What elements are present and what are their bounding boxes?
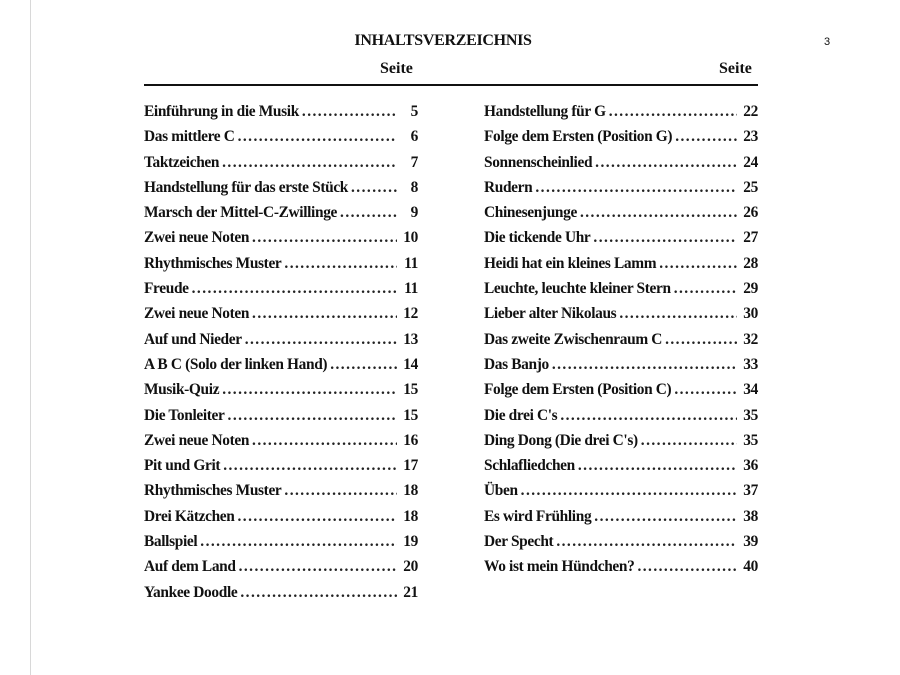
toc-entry-title: Heidi hat ein kleines Lamm [484,254,657,272]
toc-entry [484,103,758,128]
toc-entry-title: Marsch der Mittel-C-Zwillinge [144,204,338,222]
toc-entry-title: Pit und Grit [144,457,221,475]
toc-entry [484,457,758,482]
toc-entry-page: 37 [743,482,758,500]
toc-entry-title: Rhythmisches Muster [144,254,282,272]
right-toc-column [484,103,758,584]
toc-entry-title: Drei Kätzchen [144,507,235,525]
toc-entry [484,482,758,507]
toc-entry [144,103,418,128]
toc-entry-page: 40 [743,558,758,576]
dot-leader [284,255,397,273]
dot-leader [521,482,737,500]
toc-entry [144,533,418,558]
toc-entry-title: Rhythmisches Muster [144,482,282,500]
toc-entry [484,331,758,356]
toc-entry-page: 22 [743,103,758,120]
dot-leader [675,128,737,146]
dot-leader [222,154,397,172]
right-column-header: Seite [719,60,752,77]
toc-entry-title: Handstellung für G [484,103,606,120]
toc-entry-title: Folge dem Ersten (Position C) [484,381,672,399]
dot-leader [351,179,397,197]
toc-entry-page: 24 [743,153,758,171]
toc-entry-title: Schlafliedchen [484,457,575,475]
dot-leader [637,558,737,576]
toc-entry [484,305,758,330]
toc-entry-title: Folge dem Ersten (Position G) [484,128,673,146]
toc-entry-page: 16 [403,431,418,449]
toc-entry [144,128,418,153]
dot-leader [223,457,397,475]
toc-entry [144,457,418,482]
dot-leader [252,305,397,323]
toc-entry [484,407,758,432]
dot-leader [552,356,737,374]
toc-entry-page: 23 [743,128,758,146]
toc-entry [484,179,758,204]
dot-leader [302,103,397,121]
header-rule [144,84,758,86]
toc-entry-title: Die drei C's [484,406,558,424]
toc-entry-page: 34 [743,381,758,399]
toc-entry [484,508,758,533]
toc-entry-title: Die Tonleiter [144,406,225,424]
toc-entry-page: 6 [410,128,418,146]
toc-entry-title: Das mittlere C [144,128,235,146]
toc-entry-title: Yankee Doodle [144,583,238,601]
toc-entry-title: Auf und Nieder [144,330,242,348]
toc-entry [144,432,418,457]
toc-entry [144,154,418,179]
toc-entry-title: Rudern [484,178,533,196]
toc-entry-title: Üben [484,482,518,500]
toc-entry-page: 8 [410,178,418,196]
toc-entry-title: Es wird Frühling [484,507,592,525]
toc-entry-page: 35 [743,406,758,424]
toc-entry [484,255,758,280]
dot-leader [595,154,737,172]
toc-entry-page: 26 [743,204,758,222]
dot-leader [340,204,397,222]
toc-entry-page: 36 [743,457,758,475]
toc-entry-page: 17 [403,457,418,475]
dot-leader [665,331,737,349]
page-edge-line [30,0,31,675]
dot-leader [238,128,397,146]
dot-leader [674,381,737,399]
toc-entry-title: Auf dem Land [144,558,236,576]
toc-entry-page: 18 [403,507,418,525]
dot-leader [239,558,397,576]
toc-entry-page: 9 [410,204,418,222]
toc-entry-page: 11 [404,280,418,298]
toc-entry [144,407,418,432]
dot-leader [284,482,397,500]
toc-entry [144,229,418,254]
dot-leader [245,331,397,349]
dot-leader [535,179,737,197]
toc-entry-title: Die tickende Uhr [484,229,591,247]
dot-leader [659,255,737,273]
toc-entry-title: Das Banjo [484,355,549,373]
toc-entry-title: Chinesenjunge [484,204,577,222]
dot-leader [200,533,397,551]
toc-entry-page: 38 [743,507,758,525]
toc-entry-page: 32 [743,330,758,348]
toc-entry-title: Zwei neue Noten [144,431,250,449]
toc-entry-page: 7 [410,153,418,171]
toc-entry-title: Zwei neue Noten [144,229,250,247]
dot-leader [560,407,737,425]
toc-entry [484,533,758,558]
toc-entry [484,229,758,254]
toc-entry [144,179,418,204]
dot-leader [593,229,737,247]
dot-leader [237,508,397,526]
toc-entry-title: Lieber alter Nikolaus [484,305,617,323]
toc-entry [144,482,418,507]
toc-title-row [0,32,900,50]
toc-entry [484,432,758,457]
toc-entry-page: 29 [743,280,758,298]
toc-entry-page: 21 [403,583,418,601]
toc-entry [484,154,758,179]
dot-leader [556,533,737,551]
toc-entry-page: 18 [403,482,418,500]
toc-entry-title: Taktzeichen [144,153,220,171]
page-number: 3 [824,36,831,48]
toc-entry-page: 30 [743,305,758,323]
toc-entry-title: Musik-Quiz [144,381,220,399]
toc-entry-title: Zwei neue Noten [144,305,250,323]
toc-entry-page: 12 [403,305,418,323]
toc-entry [144,204,418,229]
toc-entry-page: 5 [410,103,418,120]
toc-entry-page: 10 [403,229,418,247]
dot-leader [330,356,397,374]
toc-entry-title: Ballspiel [144,533,198,551]
toc-entry [484,204,758,229]
dot-leader [609,103,737,121]
toc-entry [484,558,758,583]
toc-entry [144,280,418,305]
toc-entry-page: 28 [743,254,758,272]
toc-title: INHALTSVERZEICHNIS [354,32,532,49]
toc-entry-page: 20 [403,558,418,576]
toc-entry-title: Wo ist mein Hündchen? [484,558,635,576]
dot-leader [240,584,397,602]
dot-leader [594,508,737,526]
toc-entry [144,305,418,330]
toc-entry-page: 33 [743,355,758,373]
toc-entry-page: 15 [403,381,418,399]
dot-leader [674,280,737,298]
toc-entry [144,356,418,381]
toc-entry-title: Leuchte, leuchte kleiner Stern [484,280,671,298]
toc-entry-title: Sonnenscheinlied [484,153,593,171]
toc-entry-page: 39 [743,533,758,551]
toc-entry-page: 19 [403,533,418,551]
toc-entry [144,381,418,406]
toc-entry-page: 27 [743,229,758,247]
toc-entry [144,584,418,609]
toc-entry [484,128,758,153]
toc-entry-page: 15 [403,406,418,424]
toc-entry [144,255,418,280]
toc-entry-title: A B C (Solo der linken Hand) [144,355,328,373]
toc-entry-title: Ding Dong (Die drei C's) [484,431,638,449]
toc-entry-page: 25 [743,178,758,196]
dot-leader [192,280,397,298]
toc-entry-title: Einführung in die Musik [144,103,299,120]
toc-entry-page: 35 [743,431,758,449]
dot-leader [228,407,397,425]
dot-leader [578,457,737,475]
toc-entry [144,331,418,356]
toc-entry-title: Das zweite Zwischenraum C [484,330,663,348]
dot-leader [252,432,397,450]
dot-leader [222,381,397,399]
dot-leader [619,305,737,323]
left-column-header: Seite [380,60,413,77]
dot-leader [580,204,737,222]
toc-entry-title: Der Specht [484,533,554,551]
dot-leader [641,432,737,450]
toc-entry [484,381,758,406]
toc-entry-page: 14 [403,355,418,373]
toc-entry-title: Freude [144,280,189,298]
dot-leader [252,229,397,247]
toc-entry [144,558,418,583]
toc-entry-page: 13 [403,330,418,348]
toc-entry [144,508,418,533]
left-toc-column [144,103,418,609]
toc-entry-title: Handstellung für das erste Stück [144,178,349,196]
toc-entry-page: 11 [404,254,418,272]
toc-entry [484,280,758,305]
toc-entry [484,356,758,381]
